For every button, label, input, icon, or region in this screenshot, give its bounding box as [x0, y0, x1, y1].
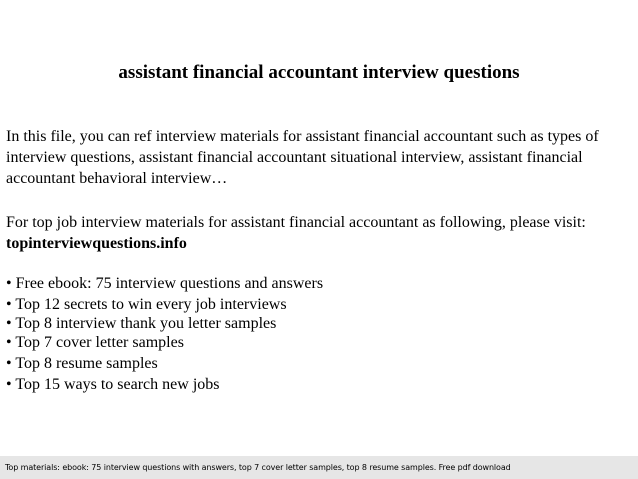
footer-banner: Top materials: ebook: 75 interview questions with answers, top 7 cover letter samples, top 8 resume samples. Free pdf download [0, 456, 638, 479]
followup-paragraph [6, 212, 632, 254]
list-item: • Top 12 secrets to win every job interviews [6, 296, 287, 313]
list-item: • Top 8 resume samples [6, 355, 158, 372]
resource-list [6, 273, 632, 395]
followup-text: For top job interview materials for assistant financial accountant as following, please visit: [6, 214, 586, 231]
list-item: • Top 8 interview thank you letter samples [6, 315, 277, 332]
list-item: • Top 15 ways to search new jobs [6, 376, 220, 393]
intro-text: In this file, you can ref interview materials for assistant financial accountant such as types of interview questions, assistant financial accountant situational interview, assistant financial accountant behavioral interview… [6, 128, 599, 187]
intro-paragraph [6, 126, 632, 189]
website-link[interactable]: topinterviewquestions.info [6, 235, 187, 252]
page-title: assistant financial accountant interview questions [118, 62, 520, 83]
list-item: • Free ebook: 75 interview questions and answers [6, 275, 324, 292]
list-item: • Top 7 cover letter samples [6, 334, 184, 351]
